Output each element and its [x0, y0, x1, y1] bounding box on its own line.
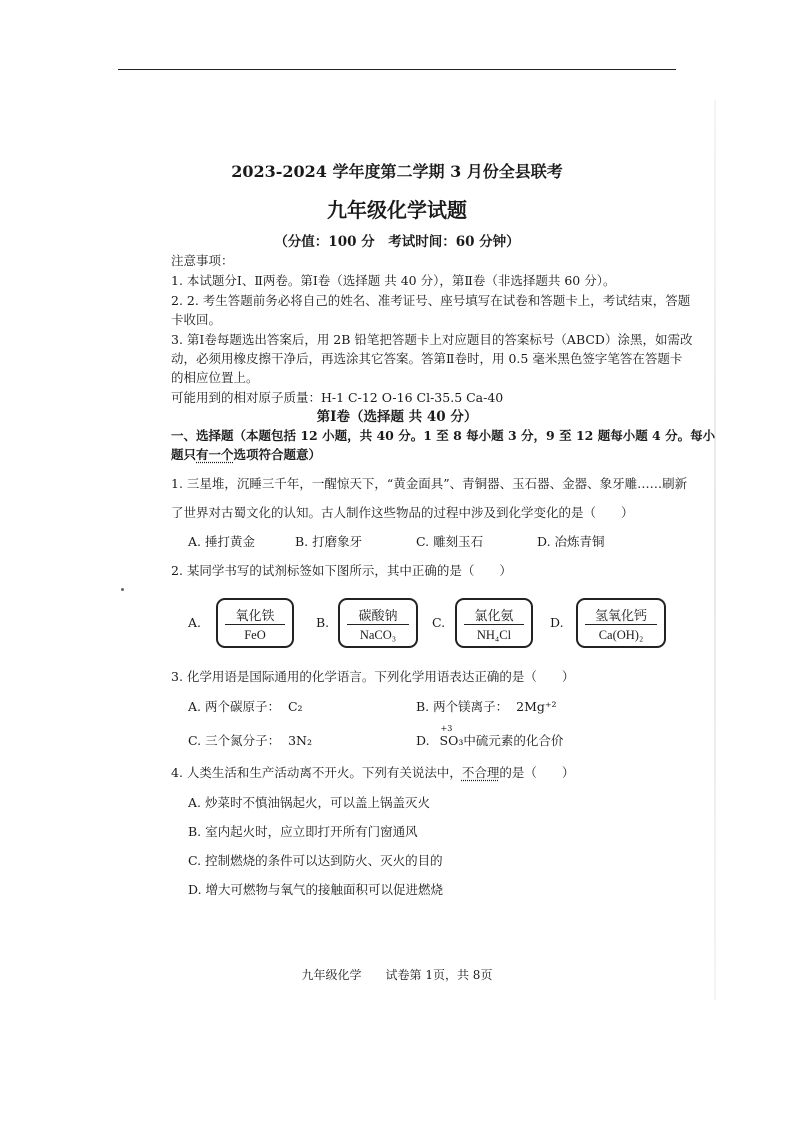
q1-option-b: B. 打磨象牙: [295, 534, 363, 549]
q3-option-d: D. +3 SO₃中硫元素的化合价: [416, 724, 564, 748]
q4-option-c: C. 控制燃烧的条件可以达到防火、灭火的目的: [188, 853, 443, 868]
q2-stem: 2. 某同学书写的试剂标签如下图所示，其中正确的是（ ）: [171, 563, 512, 578]
exam-title: 2023-2024 学年度第二学期 3 月份全县联考: [231, 162, 563, 181]
section-intro-line-1: 一、选择题（本题包括 12 小题，共 40 分。1 至 8 每小题 3 分，9 至 12 题每小题 4 分。每小: [171, 428, 716, 443]
page-footer: 九年级化学 试卷第 1页，共 8页: [301, 968, 493, 982]
q4-stem: 4. 人类生活和生产活动离不开火。下列有关说法中，不合理的是（ ）: [171, 765, 575, 780]
q3-stem: 3. 化学用语是国际通用的化学语言。下列化学用语表达正确的是（ ）: [171, 669, 575, 684]
note-2-line-1: 2. 2. 考生答题前务必将自己的姓名、准考证号、座号填写在试卷和答题卡上，考试结束，答题: [171, 293, 691, 308]
q3-option-c: C. 三个氮分子： 3N₂: [188, 733, 312, 748]
q4-option-d: D. 增大可燃物与氧气的接触面积可以促进燃烧: [188, 882, 444, 897]
valence-superscript: +3: [440, 724, 453, 733]
q1-option-a: A. 捶打黄金: [188, 534, 255, 549]
q3-option-a: A. 两个碳原子： C₂: [188, 699, 303, 714]
reagent-label-d: [576, 598, 666, 648]
label-divider: [464, 624, 524, 625]
atomic-masses: 可能用到的相对原子质量：H-1 C-12 O-16 Cl-35.5 Ca-40: [171, 390, 504, 405]
note-2-line-2: 卡收回。: [171, 312, 222, 327]
reagent-label-c: [455, 598, 533, 648]
reagent-formula: NH₄Cl: [476, 628, 512, 642]
label-divider: [585, 624, 657, 625]
reagent-formula: NaCO₃: [359, 628, 397, 642]
reagent-label-b: [338, 598, 418, 648]
q3-option-c-formula: 3N₂: [288, 733, 312, 748]
reagent-name: 氧化铁: [235, 609, 275, 624]
q2-option-c-letter: C.: [432, 615, 446, 630]
q1-option-d: D. 冶炼青铜: [537, 534, 605, 549]
label-divider: [225, 624, 285, 625]
note-3-line-1: 3. 第Ⅰ卷每题选出答案后，用 2B 铅笔把答题卡上对应题目的答案标号（ABCD）涂黑，如需改: [171, 332, 693, 347]
q1-stem-line-2: 了世界对古蜀文化的认知。古人制作这些物品的过程中涉及到化学变化的是（ ）: [171, 505, 634, 520]
q4-option-a: A. 炒菜时不慎油锅起火，可以盖上锅盖灭火: [188, 795, 430, 810]
emphasis-unreasonable: 不合理: [461, 765, 500, 780]
note-3-line-3: 的相应位置上。: [171, 370, 259, 385]
reagent-formula: Ca(OH)₂: [598, 628, 644, 642]
q4-option-b: B. 室内起火时，应立即打开所有门窗通风: [188, 824, 418, 839]
section-title: 第Ⅰ卷（选择题 共 40 分）: [316, 409, 478, 425]
q1-option-c: C. 雕刻玉石: [416, 534, 484, 549]
q2-option-b-letter: B.: [316, 615, 330, 630]
q3-option-b-formula: 2Mg⁺²: [516, 699, 557, 714]
q2-option-d-letter: D.: [550, 615, 564, 630]
exam-subject-title: 九年级化学试题: [327, 198, 467, 222]
reagent-name: 氯化氨: [474, 609, 514, 624]
section-intro-line-2: 题只有一个选项符合题意）: [171, 447, 322, 462]
note-1: 1. 本试题分Ⅰ、Ⅱ两卷。第Ⅰ卷（选择题 共 40 分），第Ⅱ卷（非选择题共 60 分）。: [171, 273, 616, 288]
notes-heading: 注意事项：: [171, 253, 234, 268]
scan-dot: [121, 588, 124, 591]
note-3-line-2: 动，必须用橡皮擦干净后，再选涂其它答案。答第Ⅱ卷时，用 0.5 毫米黑色签字笔答在答题卡: [171, 351, 683, 366]
q3-option-a-formula: C₂: [287, 699, 303, 714]
reagent-formula: FeO: [244, 628, 266, 642]
label-divider: [347, 624, 409, 625]
q3-option-d-formula: +3 SO₃: [439, 724, 464, 748]
emphasis-only-one: 有一个: [196, 447, 234, 462]
q1-stem-line-1: 1. 三星堆，沉睡三千年，一醒惊天下，“黄金面具”、青铜器、玉石器、金器、象牙雕……刷新: [171, 476, 688, 491]
top-divider: [118, 69, 676, 70]
q3-option-b: B. 两个镁离子： 2Mg⁺²: [416, 699, 557, 714]
exam-score-time: （分值：100 分 考试时间：60 分钟）: [274, 234, 520, 250]
q2-option-a-letter: A.: [188, 615, 202, 630]
reagent-name: 碳酸钠: [358, 609, 398, 624]
reagent-name: 氢氧化钙: [594, 609, 647, 624]
reagent-label-a: [216, 598, 294, 648]
